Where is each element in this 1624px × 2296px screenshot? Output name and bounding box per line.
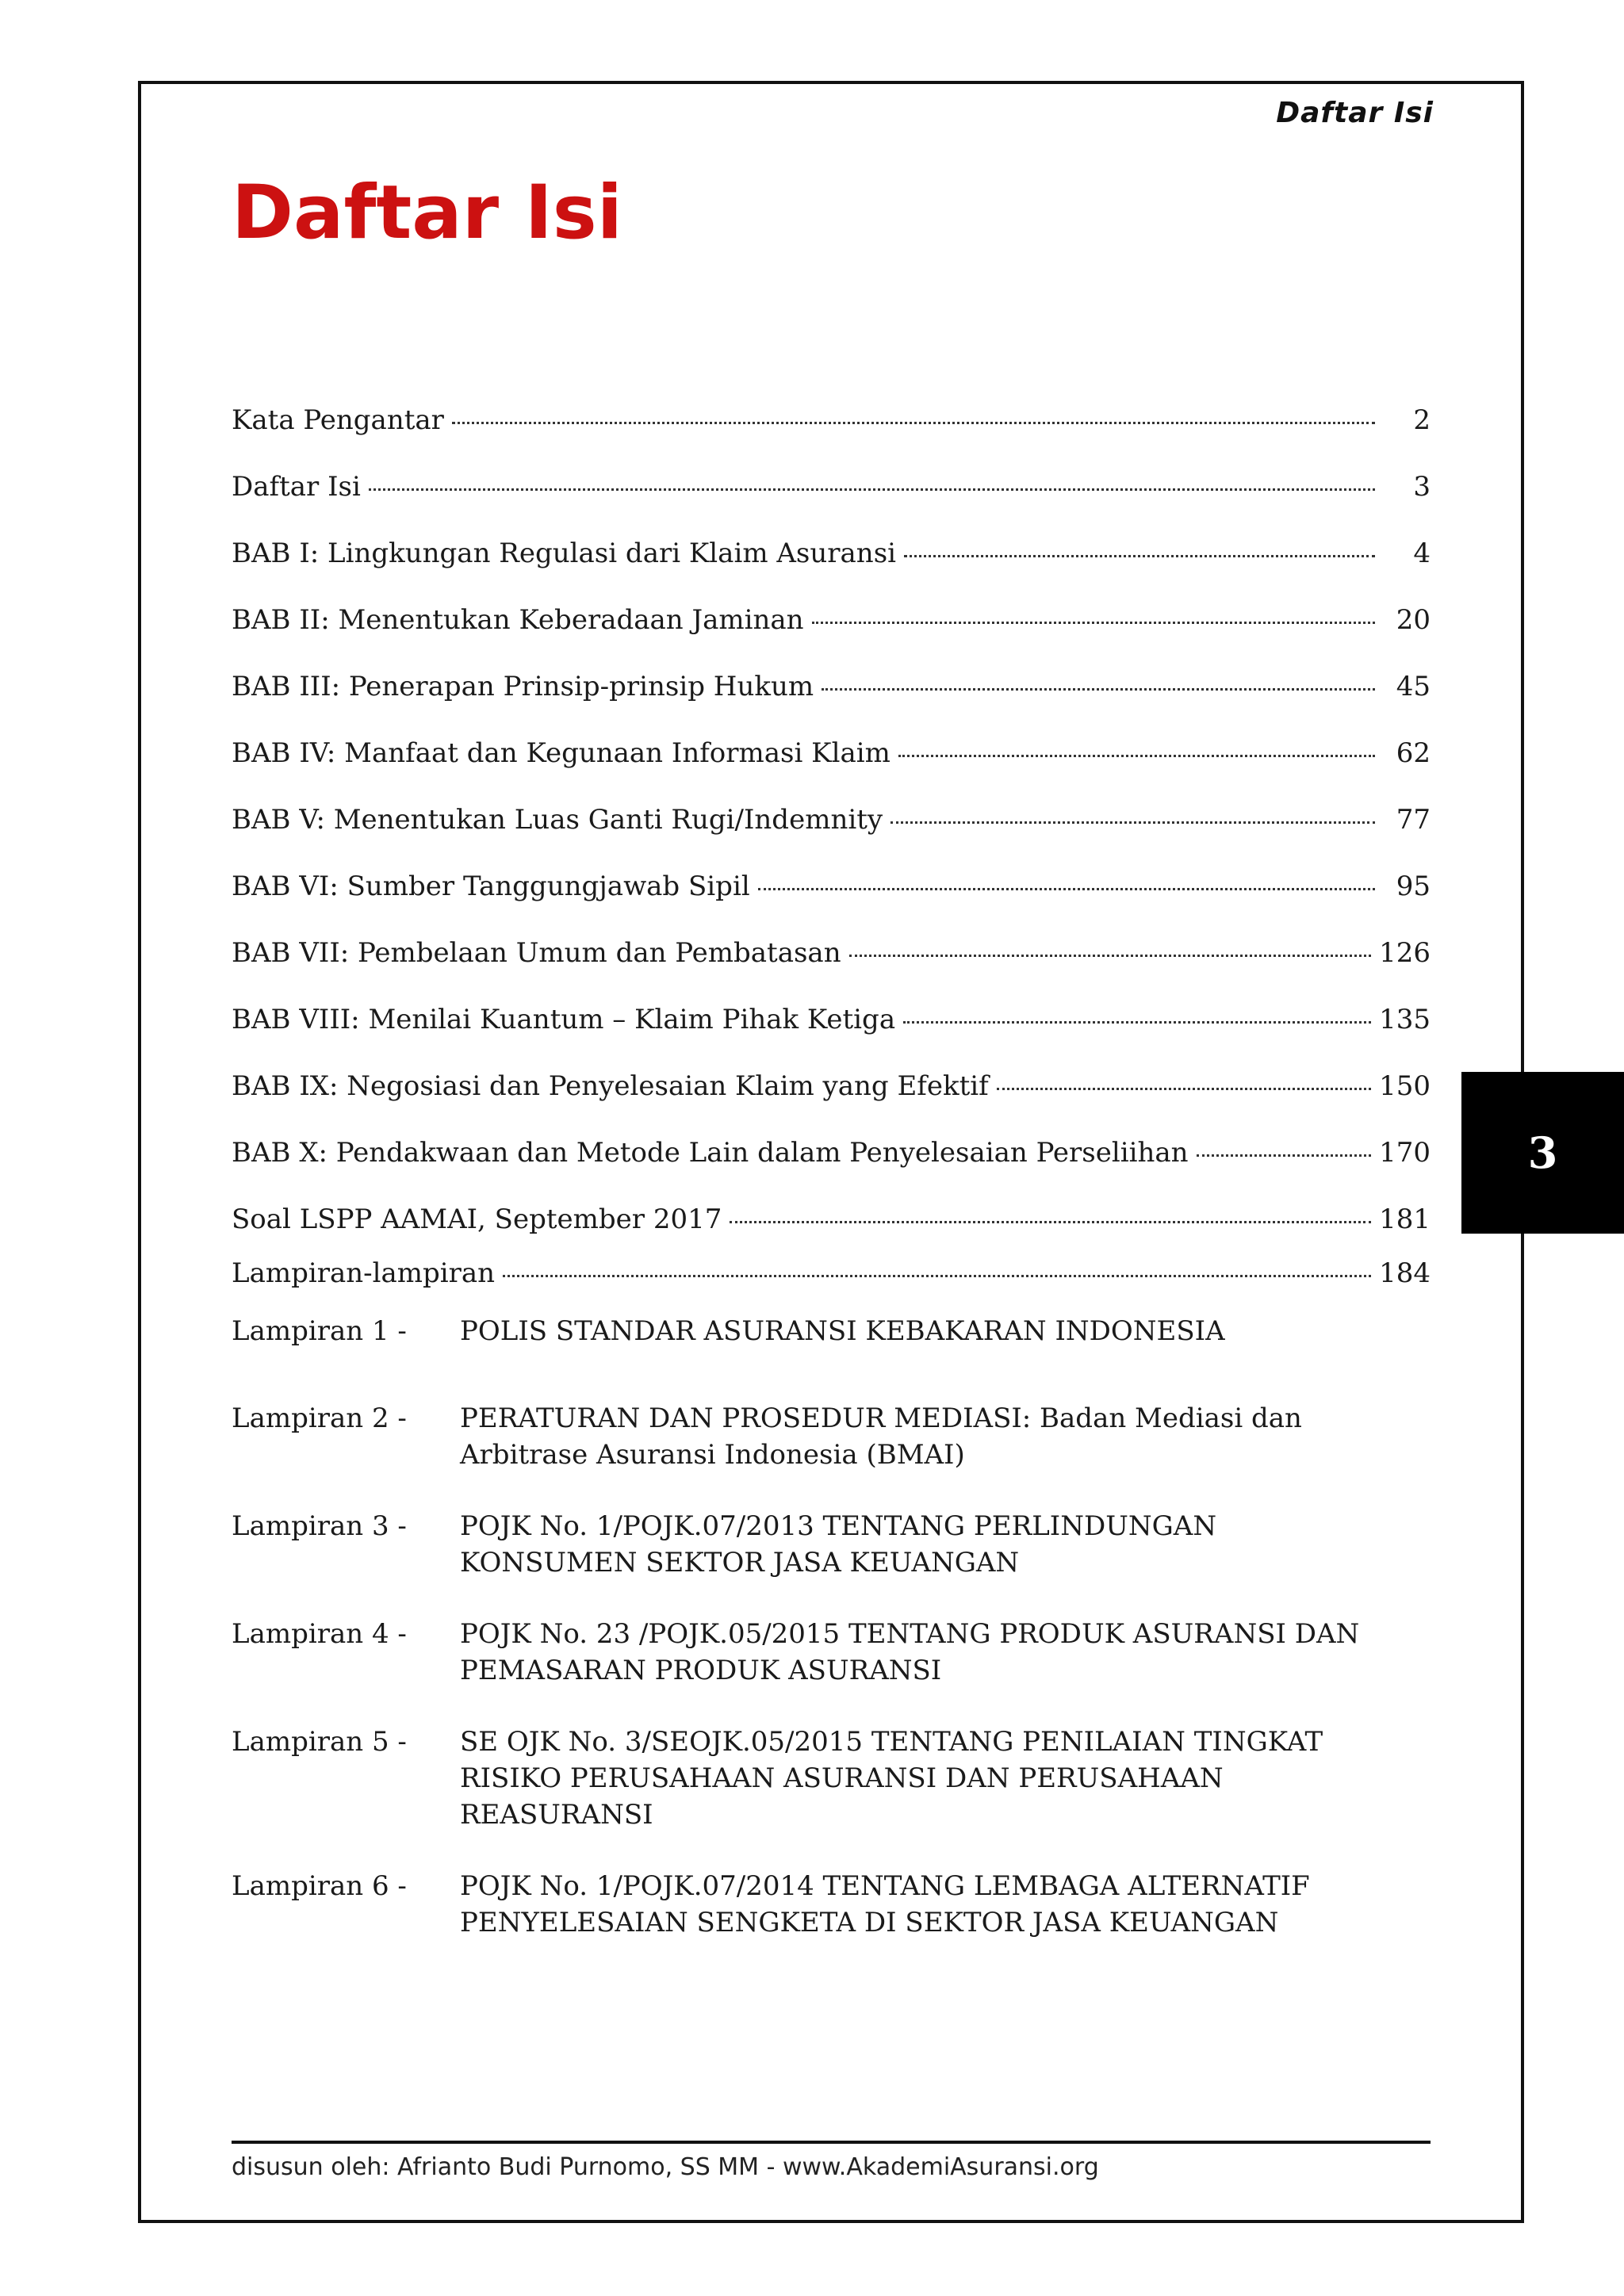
toc-entry-label: BAB I: Lingkungan Regulasi dari Klaim Asuransi: [232, 538, 897, 569]
toc-entry-page: 2: [1413, 404, 1431, 436]
toc-entry-lampiran[interactable]: [232, 1257, 1431, 1311]
toc-entry-bab-2[interactable]: [232, 604, 1431, 671]
toc-entry-page: 77: [1396, 804, 1431, 836]
appendix-item: [232, 1724, 1389, 1833]
appendix-description: SE OJK No. 3/SEOJK.05/2015 TENTANG PENILAIAN TINGKAT RISIKO PERUSAHAAN ASURANSI DAN PERUSAHAAN REASURANSI: [460, 1726, 1323, 1831]
document-title: Daftar Isi: [232, 170, 622, 256]
toc-entry-page: 150: [1379, 1070, 1431, 1102]
toc-entry-bab-3[interactable]: [232, 671, 1431, 737]
toc-entry-kata-pengantar[interactable]: [232, 404, 1431, 471]
toc-entry-bab-4[interactable]: [232, 737, 1431, 804]
toc-entry-label: Daftar Isi: [232, 471, 361, 503]
page-number: 3: [1527, 1127, 1558, 1178]
appendix-list: [232, 1313, 1389, 1976]
appendix-label: Lampiran 4 -: [232, 1618, 407, 1650]
toc-entry-page: 184: [1379, 1257, 1431, 1289]
toc-entry-page: 135: [1379, 1004, 1431, 1035]
dot-leader: [898, 755, 1375, 757]
dot-leader: [369, 488, 1375, 491]
toc-entry-bab-1[interactable]: [232, 538, 1431, 604]
toc-entry-label: BAB IV: Manfaat dan Kegunaan Informasi Klaim: [232, 737, 891, 769]
dot-leader: [758, 888, 1375, 890]
appendix-description: POJK No. 1/POJK.07/2014 TENTANG LEMBAGA ALTERNATIF PENYELESAIAN SENGKETA DI SEKTOR JASA KEUANGAN: [460, 1870, 1310, 1938]
appendix-description: POLIS STANDAR ASURANSI KEBAKARAN INDONESIA: [460, 1315, 1225, 1347]
dot-leader: [903, 1021, 1371, 1024]
toc-entry-soal-lspp[interactable]: [232, 1203, 1431, 1257]
appendix-description: PERATURAN DAN PROSEDUR MEDIASI: Badan Mediasi dan Arbitrase Asuransi Indonesia (BMAI): [460, 1402, 1302, 1471]
appendix-label: Lampiran 1 -: [232, 1315, 407, 1347]
toc-entry-label: BAB II: Menentukan Keberadaan Jaminan: [232, 604, 804, 636]
appendix-label: Lampiran 6 -: [232, 1870, 407, 1902]
appendix-item: [232, 1508, 1389, 1581]
toc-entry-page: 45: [1396, 671, 1431, 702]
dot-leader: [891, 821, 1375, 824]
appendix-label: Lampiran 3 -: [232, 1510, 407, 1542]
dot-leader: [904, 555, 1375, 557]
toc-entry-daftar-isi[interactable]: [232, 471, 1431, 538]
appendix-item: [232, 1313, 1389, 1349]
appendix-item: [232, 1616, 1389, 1689]
dot-leader: [812, 622, 1375, 624]
toc-entry-label: BAB III: Penerapan Prinsip-prinsip Hukum: [232, 671, 814, 702]
toc-entry-page: 95: [1396, 871, 1431, 902]
toc-entry-bab-10[interactable]: [232, 1137, 1431, 1203]
toc-entry-page: 126: [1379, 937, 1431, 969]
running-header: Daftar Isi: [1276, 97, 1434, 129]
toc-entry-label: Lampiran-lampiran: [232, 1257, 496, 1289]
toc-entry-label: BAB VI: Sumber Tanggungjawab Sipil: [232, 871, 750, 902]
toc-entry-label: BAB VIII: Menilai Kuantum – Klaim Pihak Ketiga: [232, 1004, 896, 1035]
page-number-tab: [1461, 1072, 1624, 1234]
toc-entry-bab-8[interactable]: [232, 1004, 1431, 1070]
toc-entry-label: BAB X: Pendakwaan dan Metode Lain dalam Penyelesaian Perseliihan: [232, 1137, 1189, 1169]
toc-entry-label: Soal LSPP AAMAI, September 2017: [232, 1203, 722, 1235]
toc-entry-label: BAB IX: Negosiasi dan Penyelesaian Klaim yang Efektif: [232, 1070, 989, 1102]
dot-leader: [997, 1088, 1371, 1090]
dot-leader: [822, 688, 1375, 691]
toc-entry-page: 62: [1396, 737, 1431, 769]
toc-entry-label: BAB V: Menentukan Luas Ganti Rugi/Indemnity: [232, 804, 883, 836]
toc-entry-page: 4: [1413, 538, 1431, 569]
toc-entry-label: BAB VII: Pembelaan Umum dan Pembatasan: [232, 937, 841, 969]
footer-divider: [232, 2141, 1431, 2144]
toc-entry-page: 3: [1413, 471, 1431, 503]
toc-entry-page: 20: [1396, 604, 1431, 636]
appendix-description: POJK No. 23 /POJK.05/2015 TENTANG PRODUK ASURANSI DAN PEMASARAN PRODUK ASURANSI: [460, 1618, 1360, 1686]
dot-leader: [730, 1221, 1371, 1223]
dot-leader: [452, 422, 1375, 424]
appendix-item: [232, 1400, 1389, 1473]
appendix-description: POJK No. 1/POJK.07/2013 TENTANG PERLINDUNGAN KONSUMEN SEKTOR JASA KEUANGAN: [460, 1510, 1217, 1578]
toc-entry-label: Kata Pengantar: [232, 404, 444, 436]
appendix-label: Lampiran 5 -: [232, 1726, 407, 1758]
footer-credit: disusun oleh: Afrianto Budi Purnomo, SS MM - www.AkademiAsuransi.org: [232, 2153, 1099, 2181]
toc-entry-bab-9[interactable]: [232, 1070, 1431, 1137]
table-of-contents: [232, 404, 1431, 1311]
appendix-item: [232, 1868, 1389, 1941]
appendix-label: Lampiran 2 -: [232, 1402, 407, 1434]
toc-entry-page: 181: [1379, 1203, 1431, 1235]
dot-leader: [503, 1275, 1371, 1277]
toc-entry-page: 170: [1379, 1137, 1431, 1169]
toc-entry-bab-6[interactable]: [232, 871, 1431, 937]
toc-entry-bab-7[interactable]: [232, 937, 1431, 1004]
dot-leader: [849, 955, 1371, 957]
dot-leader: [1197, 1154, 1372, 1157]
toc-entry-bab-5[interactable]: [232, 804, 1431, 871]
